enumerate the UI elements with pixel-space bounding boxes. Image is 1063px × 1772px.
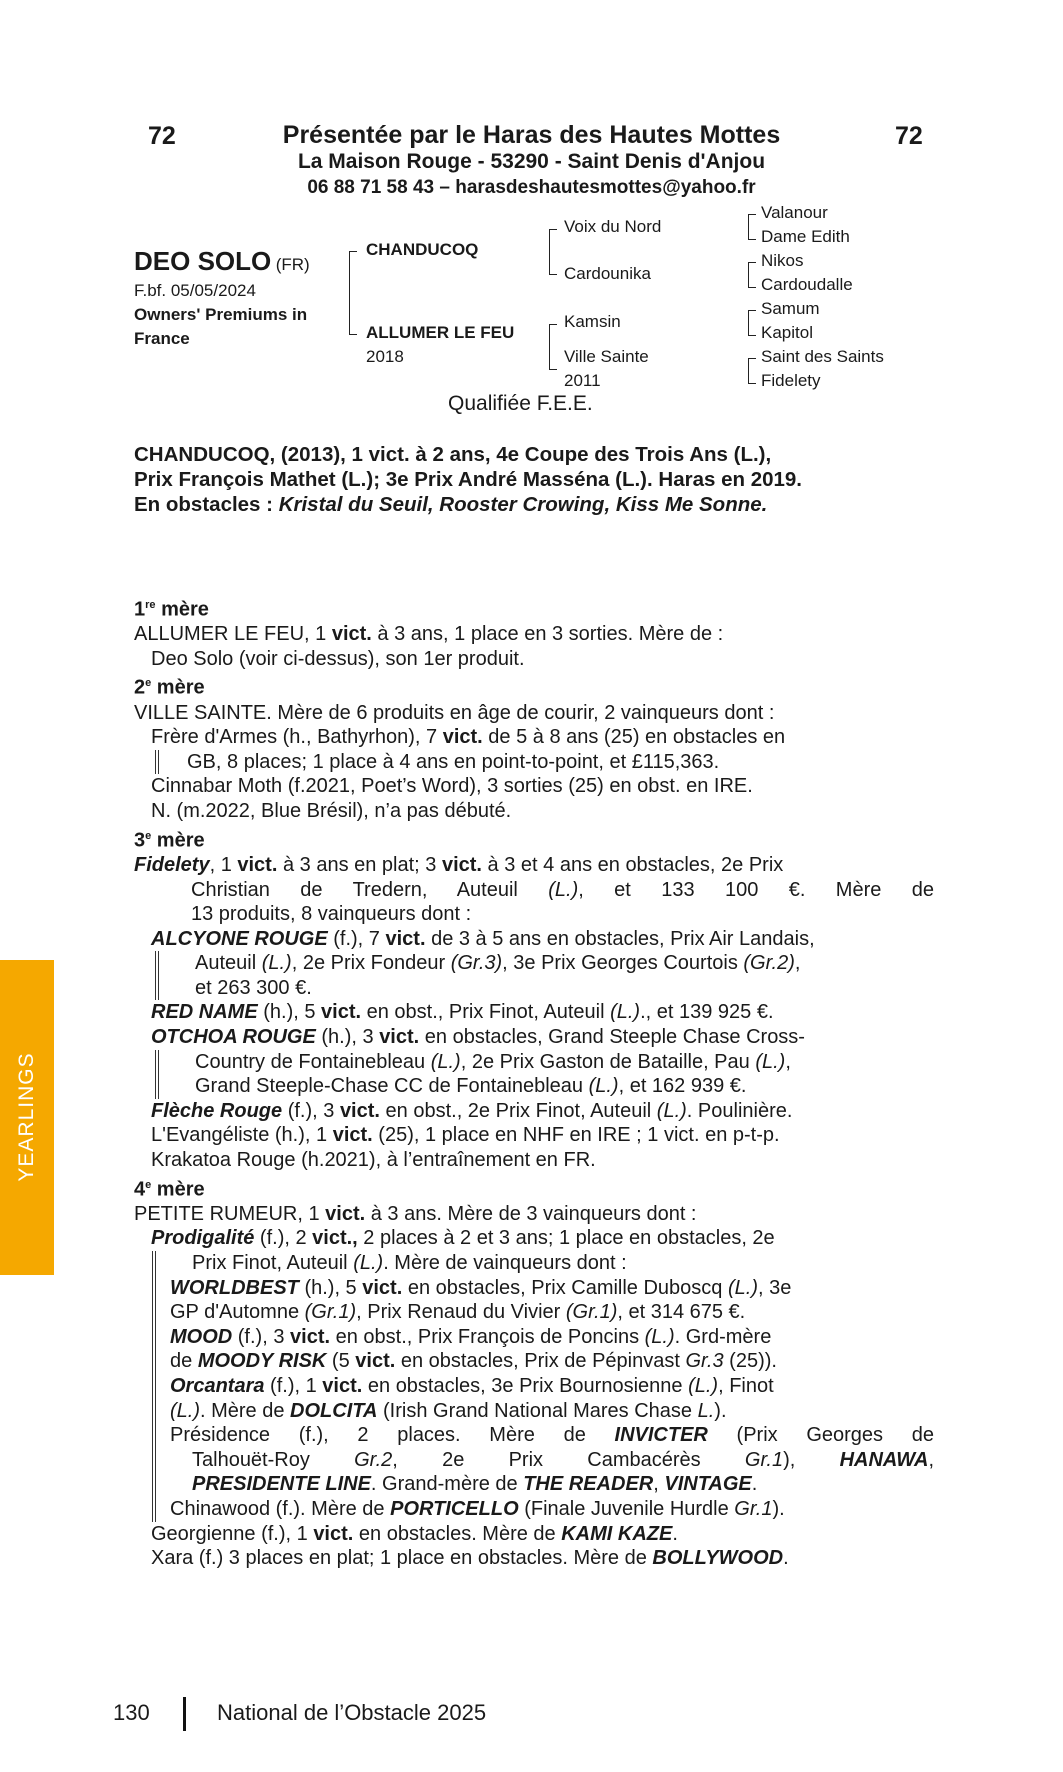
section-side-tab [0,960,54,1275]
pedigree-bracket-main [349,251,357,335]
pedigree-ds: Kamsin [564,312,621,331]
owners-premiums-1: Owners' Premiums in [134,305,308,324]
pedigree-dss: Samum [761,299,820,318]
footer-title: National de l’Obstacle 2025 [217,1700,487,1725]
lot-number-left: 72 [148,122,176,150]
sire-summary [134,442,934,517]
line: MOOD (f.), 3 vict. en obst., Prix François de Poncins (L.). Grd-mère [170,1325,772,1348]
section-side-tab-label: YEARLINGS [15,1052,38,1182]
presenter-title: Présentée par le Haras des Hautes Mottes [282,121,781,149]
bar-block [155,951,934,1000]
line: OTCHOA ROUGE (h.), 3 vict. en obstacles, Grand Steeple Chase Cross- [151,1026,805,1049]
summary-line-2: Prix François Mathet (L.); 3e Prix André Masséna (L.). Haras en 2019. [134,468,802,491]
pedigree-dd: Ville Sainte [564,347,649,366]
summary-line-1: CHANDUCOQ, (2013), 1 vict. à 2 ans, 4e Coupe des Trois Ans (L.), [134,443,772,466]
line: Deo Solo (voir ci-dessus), son 1er produit. [151,647,525,670]
summary-line-3 [134,492,934,517]
line: 13 produits, 8 vainqueurs dont : [191,903,472,926]
pedigree-ss: Voix du Nord [564,217,662,236]
footer-divider [183,1697,186,1731]
pedigree-sds: Nikos [761,251,804,270]
page-number: 130 [113,1700,150,1725]
line: Grand Steeple-Chase CC de Fontainebleau (L.), et 162 939 €. [195,1075,747,1098]
heading-2e-mere: 2e mère [134,677,205,700]
line: Auteuil (L.), 2e Prix Fondeur (Gr.3), 3e Prix Georges Courtois (Gr.2), [195,952,801,975]
line: GB, 8 places; 1 place à 4 ans en point-to-point, et £115,363. [155,750,934,775]
line: Frère d'Armes (h., Bathyrhon), 7 vict. de 5 à 8 ans (25) en obstacles en [151,726,786,749]
pedigree-sd: Cardounika [564,264,651,283]
heading-3e-mere: 3e mère [134,829,205,852]
horse-country: (FR) [275,255,310,274]
female-family [134,593,934,1571]
pedigree-bracket-3 [748,310,756,336]
heading-4e-mere: 4e mère [134,1178,205,1201]
line: VILLE SAINTE. Mère de 6 produits en âge de courir, 2 vainqueurs dont : [134,701,775,724]
summary-line-3-names: Kristal du Seuil, Rooster Crowing, Kiss Me Sonne. [278,493,768,516]
presenter-address: La Maison Rouge - 53290 - Saint Denis d'Anjou [297,150,766,173]
line: (L.). Mère de DOLCITA (Irish Grand National Mares Chase L.). [170,1399,727,1422]
pedigree-bracket-dam [549,324,557,370]
pedigree-dd-year: 2011 [564,371,601,390]
pedigree-dsd: Kapitol [761,323,813,342]
bar-block [155,1050,934,1099]
line: PETITE RUMEUR, 1 vict. à 3 ans. Mère de 3 vainqueurs dont : [134,1202,697,1225]
pedigree-bracket-1 [748,214,756,240]
pedigree-dam: ALLUMER LE FEU [366,323,515,342]
line: Orcantara (f.), 1 vict. en obstacles, 3e Prix Bournosienne (L.), Finot [170,1375,774,1398]
line: PRESIDENTE LINE. Grand-mère de THE READER, VINTAGE. [192,1473,758,1496]
summary-line-3-prefix: En obstacles : [134,493,279,516]
line: Fidelety, 1 vict. à 3 ans en plat; 3 vict. à 3 et 4 ans en obstacles, 2e Prix [134,853,784,876]
pedigree-bracket-2 [748,262,756,288]
line: WORLDBEST (h.), 5 vict. en obstacles, Prix Camille Duboscq (L.), 3e [170,1276,792,1299]
qualification: Qualifiée F.E.E. [448,392,593,415]
line: Krakatoa Rouge (h.2021), à l’entraînement en FR. [151,1149,596,1172]
line: ALCYONE ROUGE (f.), 7 vict. de 3 à 5 ans en obstacles, Prix Air Landais, [151,927,815,950]
line: Cinnabar Moth (f.2021, Poet’s Word), 3 sorties (25) en obst. en IRE. [151,775,753,798]
line: Country de Fontainebleau (L.), 2e Prix Gaston de Bataille, Pau (L.), [195,1050,791,1073]
line: N. (m.2022, Blue Brésil), n’a pas débuté. [151,800,512,823]
pedigree-bracket-sire [549,229,557,275]
line: Christian de Tredern, Auteuil (L.), et 133 100 €. Mère de [191,878,935,901]
line: de MOODY RISK (5 vict. en obstacles, Prix de Pépinvast Gr.3 (25)). [170,1350,777,1373]
line: Talhouët-Roy Gr.2, 2e Prix Cambacérès Gr.1), HANAWA, [192,1448,935,1471]
horse-info [134,246,310,277]
bar-block [152,1251,934,1522]
line: Présidence (f.), 2 places. Mère de INVICTER (Prix Georges de [170,1424,934,1447]
line: Flèche Rouge (f.), 3 vict. en obst., 2e Prix Finot, Auteuil (L.). Poulinière. [151,1099,793,1122]
owners-premiums-2: France [134,329,190,348]
line: Georgienne (f.), 1 vict. en obstacles. Mère de KAMI KAZE. [151,1522,678,1545]
horse-birth: F.bf. 05/05/2024 [134,281,256,300]
pedigree-sdd: Cardoudalle [761,275,853,294]
pedigree-ddd: Fidelety [761,371,821,390]
pedigree-dds: Saint des Saints [761,347,884,366]
line: Chinawood (f.). Mère de PORTICELLO (Finale Juvenile Hurdle Gr.1). [170,1498,785,1520]
pedigree-bracket-4 [748,358,756,384]
line: Prix Finot, Auteuil (L.). Mère de vainqueurs dont : [192,1252,627,1275]
line: ALLUMER LE FEU, 1 vict. à 3 ans, 1 place en 3 sorties. Mère de : [134,623,724,646]
pedigree-dam-year: 2018 [366,347,404,366]
line: L'Evangéliste (h.), 1 vict. (25), 1 place en NHF en IRE ; 1 vict. en p-t-p. [151,1124,780,1147]
line: GP d'Automne (Gr.1), Prix Renaud du Vivier (Gr.1), et 314 675 €. [170,1301,746,1324]
line: RED NAME (h.), 5 vict. en obst., Prix Finot, Auteuil (L.)., et 139 925 €. [151,1001,774,1024]
line: et 263 300 €. [195,976,312,999]
pedigree-sss: Valanour [761,203,828,222]
horse-name: DEO SOLO [134,246,272,276]
heading-1re-mere: 1re mère [134,598,209,621]
pedigree-sire: CHANDUCOQ [366,240,479,259]
pedigree-ssd: Dame Edith [761,227,850,246]
line: Xara (f.) 3 places en plat; 1 place en obstacles. Mère de BOLLYWOOD. [151,1547,789,1570]
presenter-contact: 06 88 71 58 43 – harasdeshautesmottes@yahoo.fr [307,177,756,198]
lot-number-right: 72 [895,122,923,150]
line: Prodigalité (f.), 2 vict., 2 places à 2 et 3 ans; 1 place en obstacles, 2e [151,1227,775,1250]
